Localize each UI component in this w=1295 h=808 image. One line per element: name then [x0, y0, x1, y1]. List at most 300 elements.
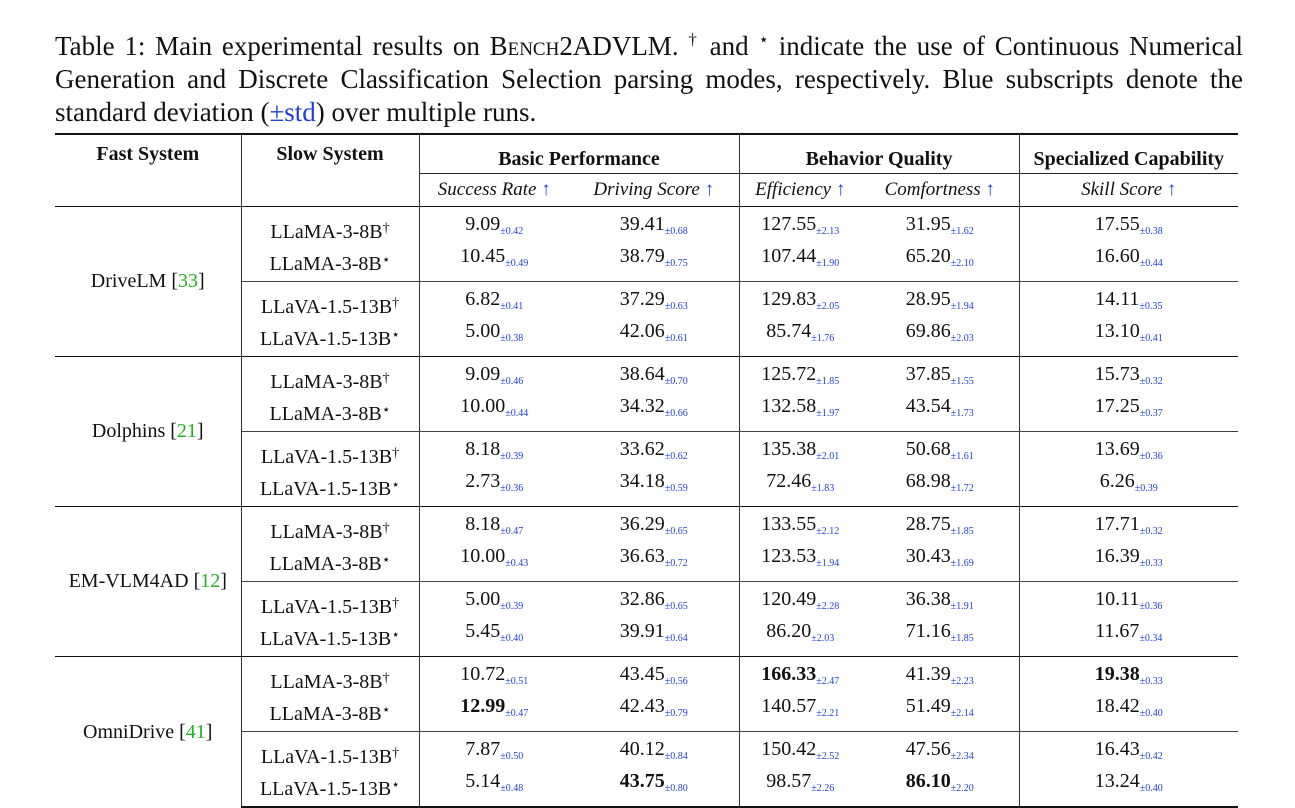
- metric-value: 10.72: [460, 663, 506, 685]
- std-subscript: ±0.84: [664, 751, 688, 762]
- slow-system-cell: [241, 582, 419, 620]
- metric-value: 40.12: [619, 738, 665, 760]
- metric-cell-sk: [1019, 394, 1238, 432]
- std-subscript: ±1.83: [811, 483, 835, 494]
- std-subscript: ±0.42: [1139, 751, 1163, 762]
- slow-system-name: LLaMA-3-8B: [270, 371, 383, 393]
- metric-cell-ef: [739, 544, 861, 582]
- std-subscript: ±0.36: [1139, 601, 1163, 612]
- caption-prefix: Table 1: Main experimental results on: [55, 31, 480, 61]
- metric-value: 86.10: [905, 770, 951, 792]
- metric-value: 98.57: [766, 770, 812, 792]
- std-subscript: ±0.44: [505, 408, 529, 419]
- citation-link[interactable]: 33: [178, 270, 199, 292]
- metric-value: 10.00: [460, 395, 506, 417]
- table-row: [55, 207, 1238, 245]
- header-driving-score: Driving Score ↑: [569, 174, 739, 207]
- std-subscript: ±0.56: [664, 676, 688, 687]
- parsing-mode-mark: †: [382, 521, 390, 536]
- metric-value: 38.79: [619, 245, 665, 267]
- metric-value: 36.29: [619, 513, 665, 535]
- metric-cell-sk: [1019, 319, 1238, 357]
- std-subscript: ±2.28: [816, 601, 840, 612]
- std-subscript: ±0.75: [664, 258, 688, 269]
- slow-system-name: LLaMA-3-8B: [269, 253, 382, 275]
- metric-value: 37.29: [619, 288, 665, 310]
- metric-value: 132.58: [761, 395, 817, 417]
- parsing-mode-mark: ⋆: [381, 253, 391, 268]
- metric-cell-ds: [569, 244, 739, 282]
- std-subscript: ±0.40: [1139, 783, 1163, 794]
- std-subscript: ±0.32: [1139, 376, 1163, 387]
- parsing-mode-mark: ⋆: [381, 403, 391, 418]
- slow-system-cell: [241, 319, 419, 357]
- metric-cell-co: [861, 582, 1019, 620]
- std-subscript: ±1.94: [950, 301, 974, 312]
- std-subscript: ±1.85: [950, 633, 974, 644]
- std-subscript: ±0.40: [500, 633, 524, 644]
- slow-system-name: LLaVA-1.5-13B: [259, 478, 392, 500]
- metric-value: 41.39: [905, 663, 951, 685]
- metric-cell-ef: [739, 582, 861, 620]
- metric-value: 12.99: [460, 695, 506, 717]
- std-subscript: ±0.38: [500, 333, 524, 344]
- std-subscript: ±2.03: [950, 333, 974, 344]
- metric-value: 6.26: [1099, 470, 1135, 492]
- slow-system-name: LLaVA-1.5-13B: [259, 628, 392, 650]
- metric-value: 43.54: [905, 395, 951, 417]
- metric-cell-ef: [739, 507, 861, 545]
- std-subscript: ±0.41: [500, 301, 524, 312]
- std-subscript: ±2.03: [811, 633, 835, 644]
- metric-cell-sr: [419, 432, 569, 470]
- metric-cell-ef: [739, 282, 861, 320]
- metric-cell-sr: [419, 507, 569, 545]
- std-subscript: ±0.36: [1139, 451, 1163, 462]
- metric-value: 18.42: [1094, 695, 1140, 717]
- metric-value: 2.73: [465, 470, 501, 492]
- slow-system-name: LLaMA-3-8B: [269, 703, 382, 725]
- fast-system-cell: Dolphins [21]: [55, 357, 241, 507]
- metric-cell-sk: [1019, 244, 1238, 282]
- metric-cell-sk: [1019, 207, 1238, 245]
- metric-value: 28.95: [905, 288, 951, 310]
- metric-cell-ds: [569, 207, 739, 245]
- metric-cell-co: [861, 694, 1019, 732]
- std-subscript: ±1.62: [950, 226, 974, 237]
- header-fast-system: Fast System: [55, 134, 241, 174]
- std-subscript: ±0.65: [664, 526, 688, 537]
- metric-cell-ds: [569, 319, 739, 357]
- metric-cell-ef: [739, 319, 861, 357]
- metric-value: 6.82: [465, 288, 501, 310]
- metric-value: 5.14: [465, 770, 501, 792]
- std-subscript: ±0.41: [1139, 333, 1163, 344]
- metric-value: 72.46: [766, 470, 812, 492]
- metric-cell-sr: [419, 544, 569, 582]
- std-subscript: ±0.47: [505, 708, 529, 719]
- metric-cell-sr: [419, 469, 569, 507]
- metric-cell-ef: [739, 394, 861, 432]
- std-subscript: ±2.26: [811, 783, 835, 794]
- metric-value: 123.53: [761, 545, 817, 567]
- slow-system-cell: [241, 394, 419, 432]
- header-basic-performance: Basic Performance: [419, 134, 739, 174]
- metric-value: 43.45: [619, 663, 665, 685]
- std-subscript: ±0.65: [664, 601, 688, 612]
- parsing-mode-mark: ⋆: [391, 628, 401, 643]
- slow-system-cell: [241, 657, 419, 695]
- metric-cell-sr: [419, 582, 569, 620]
- std-subscript: ±0.50: [500, 751, 524, 762]
- metric-value: 39.91: [619, 620, 665, 642]
- std-subscript: ±2.34: [950, 751, 974, 762]
- metric-cell-co: [861, 769, 1019, 807]
- metric-value: 17.55: [1094, 213, 1140, 235]
- std-subscript: ±0.43: [505, 558, 529, 569]
- metric-value: 39.41: [619, 213, 665, 235]
- std-subscript: ±0.79: [664, 708, 688, 719]
- fast-system-name: Dolphins: [91, 420, 166, 442]
- slow-system-name: LLaVA-1.5-13B: [260, 296, 393, 318]
- std-subscript: ±0.33: [1139, 676, 1163, 687]
- header-row-2: [55, 174, 1238, 207]
- metric-cell-co: [861, 432, 1019, 470]
- std-subscript: ±2.21: [816, 708, 840, 719]
- std-subscript: ±0.34: [1139, 633, 1163, 644]
- std-subscript: ±1.55: [950, 376, 974, 387]
- up-arrow-icon: ↑: [704, 179, 715, 200]
- std-subscript: ±1.91: [950, 601, 974, 612]
- slow-system-cell: [241, 469, 419, 507]
- fast-system-name: OmniDrive: [83, 720, 175, 743]
- slow-system-name: LLaVA-1.5-13B: [259, 778, 392, 800]
- header-efficiency: Efficiency ↑: [739, 174, 861, 207]
- metric-value: 50.68: [905, 438, 951, 460]
- header-comfortness: Comfortness ↑: [861, 174, 1019, 207]
- fast-system-name: DriveLM: [90, 270, 167, 292]
- citation-link[interactable]: 41: [185, 720, 206, 743]
- metric-cell-co: [861, 357, 1019, 395]
- metric-cell-ds: [569, 432, 739, 470]
- parsing-mode-mark: †: [382, 371, 390, 386]
- std-subscript: ±1.76: [811, 333, 835, 344]
- slow-system-name: LLaVA-1.5-13B: [260, 746, 393, 768]
- metric-value: 133.55: [761, 513, 817, 535]
- metric-cell-ds: [569, 694, 739, 732]
- metric-cell-ef: [739, 357, 861, 395]
- std-subscript: ±1.90: [816, 258, 840, 269]
- slow-system-cell: [241, 507, 419, 545]
- metric-cell-co: [861, 657, 1019, 695]
- std-subscript: ±0.32: [1139, 526, 1163, 537]
- metric-cell-co: [861, 207, 1019, 245]
- metric-value: 71.16: [905, 620, 951, 642]
- metric-cell-ef: [739, 244, 861, 282]
- table-caption: [55, 30, 1243, 129]
- slow-system-cell: [241, 432, 419, 470]
- metric-value: 13.10: [1094, 320, 1140, 342]
- up-arrow-icon: ↑: [985, 179, 995, 200]
- up-arrow-icon: ↑: [1166, 179, 1177, 200]
- metric-cell-ef: [739, 694, 861, 732]
- header-success-rate: Success Rate ↑: [419, 174, 569, 207]
- metric-value: 36.38: [905, 588, 951, 610]
- parsing-mode-mark: †: [382, 671, 390, 686]
- metric-cell-co: [861, 244, 1019, 282]
- metric-cell-ef: [739, 732, 861, 770]
- std-subscript: ±0.59: [664, 483, 688, 494]
- metric-value: 32.86: [619, 588, 665, 610]
- std-subscript: ±0.64: [664, 633, 688, 644]
- std-subscript: ±0.72: [664, 558, 688, 569]
- metric-cell-sk: [1019, 694, 1238, 732]
- metric-cell-co: [861, 619, 1019, 657]
- std-subscript: ±0.39: [500, 451, 524, 462]
- slow-system-cell: [241, 282, 419, 320]
- metric-cell-sr: [419, 244, 569, 282]
- metric-value: 120.49: [761, 588, 817, 610]
- metric-cell-sk: [1019, 732, 1238, 770]
- metric-cell-sk: [1019, 657, 1238, 695]
- header-slow-system: Slow System: [241, 134, 419, 174]
- star-mark: ⋆: [758, 30, 770, 49]
- std-subscript: ±1.85: [816, 376, 840, 387]
- table-row: [55, 507, 1238, 545]
- header-behavior-quality: Behavior Quality: [739, 134, 1019, 174]
- metric-cell-ds: [569, 469, 739, 507]
- metric-cell-ds: [569, 507, 739, 545]
- metric-cell-ds: [569, 544, 739, 582]
- metric-value: 15.73: [1094, 363, 1140, 385]
- metric-cell-sr: [419, 657, 569, 695]
- std-subscript: ±2.12: [816, 526, 840, 537]
- slow-system-name: LLaVA-1.5-13B: [260, 446, 393, 468]
- std-subscript: ±0.80: [664, 783, 688, 794]
- up-arrow-icon: ↑: [541, 179, 551, 200]
- std-subscript: ±2.47: [816, 676, 840, 687]
- metric-value: 69.86: [905, 320, 951, 342]
- slow-system-cell: [241, 244, 419, 282]
- metric-value: 166.33: [761, 663, 817, 685]
- metric-cell-ds: [569, 657, 739, 695]
- metric-cell-ds: [569, 357, 739, 395]
- citation-link[interactable]: 21: [176, 420, 197, 442]
- std-subscript: ±1.72: [950, 483, 974, 494]
- metric-cell-ef: [739, 207, 861, 245]
- std-subscript: ±0.63: [664, 301, 688, 312]
- std-subscript: ±0.39: [500, 601, 524, 612]
- parsing-mode-mark: ⋆: [381, 553, 391, 568]
- metric-cell-ef: [739, 769, 861, 807]
- metric-value: 34.18: [619, 470, 665, 492]
- metric-cell-sk: [1019, 619, 1238, 657]
- std-subscript: ±1.97: [816, 408, 840, 419]
- slow-system-cell: [241, 769, 419, 807]
- std-subscript: ±0.68: [664, 226, 688, 237]
- table-body: [55, 207, 1238, 808]
- std-subscript: ±0.70: [664, 376, 688, 387]
- std-subscript: ±0.39: [1134, 483, 1158, 494]
- caption-part2: and: [709, 31, 749, 61]
- metric-value: 86.20: [766, 620, 812, 642]
- metric-cell-sr: [419, 769, 569, 807]
- metric-cell-sk: [1019, 769, 1238, 807]
- metric-cell-ds: [569, 619, 739, 657]
- metric-value: 36.63: [619, 545, 665, 567]
- std-subscript: ±1.69: [950, 558, 974, 569]
- slow-system-name: LLaMA-3-8B: [269, 553, 382, 575]
- metric-cell-co: [861, 282, 1019, 320]
- header-specialized-capability: Specialized Capability: [1019, 134, 1238, 174]
- metric-value: 140.57: [761, 695, 817, 717]
- metric-cell-ds: [569, 582, 739, 620]
- metric-cell-sk: [1019, 507, 1238, 545]
- metric-value: 13.69: [1094, 438, 1140, 460]
- parsing-mode-mark: †: [392, 746, 400, 761]
- parsing-mode-mark: ⋆: [391, 778, 401, 793]
- citation-link[interactable]: 12: [200, 570, 221, 592]
- std-subscript: ±0.66: [664, 408, 688, 419]
- parsing-mode-mark: †: [382, 221, 390, 236]
- metric-value: 34.32: [619, 395, 665, 417]
- parsing-mode-mark: ⋆: [391, 478, 401, 493]
- slow-system-cell: [241, 544, 419, 582]
- parsing-mode-mark: ⋆: [391, 328, 401, 343]
- std-subscript: ±2.23: [950, 676, 974, 687]
- slow-system-cell: [241, 207, 419, 245]
- std-subscript: ±1.85: [950, 526, 974, 537]
- metric-cell-ds: [569, 769, 739, 807]
- metric-cell-sk: [1019, 469, 1238, 507]
- metric-cell-co: [861, 732, 1019, 770]
- metric-cell-co: [861, 319, 1019, 357]
- metric-value: 10.00: [460, 545, 506, 567]
- metric-cell-sr: [419, 619, 569, 657]
- metric-cell-sr: [419, 319, 569, 357]
- metric-value: 16.60: [1094, 245, 1140, 267]
- metric-value: 9.09: [465, 213, 501, 235]
- std-subscript: ±2.52: [816, 751, 840, 762]
- std-subscript: ±2.13: [816, 226, 840, 237]
- metric-value: 127.55: [761, 213, 817, 235]
- metric-cell-sr: [419, 282, 569, 320]
- caption-part4: ) over multiple runs.: [315, 97, 537, 127]
- metric-value: 17.71: [1094, 513, 1140, 535]
- std-subscript: ±0.51: [505, 676, 529, 687]
- metric-cell-sk: [1019, 432, 1238, 470]
- std-subscript: ±0.42: [500, 226, 524, 237]
- metric-value: 9.09: [465, 363, 501, 385]
- slow-system-cell: [241, 732, 419, 770]
- std-subscript: ±0.38: [1139, 226, 1163, 237]
- metric-value: 17.25: [1094, 395, 1140, 417]
- std-subscript: ±0.47: [500, 526, 524, 537]
- metric-value: 16.43: [1094, 738, 1140, 760]
- metric-value: 5.45: [465, 620, 501, 642]
- table-row: [55, 657, 1238, 695]
- metric-cell-ef: [739, 657, 861, 695]
- slow-system-name: LLaMA-3-8B: [270, 671, 383, 693]
- std-subscript: ±0.49: [505, 258, 529, 269]
- metric-cell-co: [861, 544, 1019, 582]
- metric-cell-sr: [419, 207, 569, 245]
- metric-value: 150.42: [761, 738, 817, 760]
- metric-cell-sr: [419, 357, 569, 395]
- metric-cell-ds: [569, 732, 739, 770]
- table-row: [55, 357, 1238, 395]
- std-subscript: ±1.94: [816, 558, 840, 569]
- metric-value: 85.74: [766, 320, 812, 342]
- fast-system-cell: DriveLM [33]: [55, 207, 241, 357]
- metric-value: 8.18: [465, 513, 501, 535]
- benchmark-name: Bench2ADVLM: [489, 31, 672, 61]
- metric-cell-ds: [569, 394, 739, 432]
- std-subscript: ±2.14: [950, 708, 974, 719]
- caption-part3: indicate the use of Continuous Numerical Generation and Discrete Classification Selection parsing modes, respectively. Blue subscripts denote the standard deviation (: [55, 31, 1244, 127]
- metric-value: 33.62: [619, 438, 665, 460]
- std-subscript: ±2.05: [816, 301, 840, 312]
- metric-value: 51.49: [905, 695, 951, 717]
- std-subscript: ±0.61: [664, 333, 688, 344]
- metric-value: 107.44: [761, 245, 817, 267]
- metric-value: 135.38: [761, 438, 817, 460]
- parsing-mode-mark: †: [392, 446, 400, 461]
- metric-cell-sr: [419, 394, 569, 432]
- std-link[interactable]: ±std: [269, 97, 316, 127]
- up-arrow-icon: ↑: [835, 179, 846, 200]
- std-subscript: ±0.36: [500, 483, 524, 494]
- metric-value: 13.24: [1094, 770, 1140, 792]
- slow-system-cell: [241, 357, 419, 395]
- header-skill-score: Skill Score ↑: [1019, 174, 1238, 207]
- parsing-mode-mark: †: [392, 296, 400, 311]
- metric-value: 11.67: [1095, 620, 1140, 642]
- std-subscript: ±0.33: [1139, 558, 1163, 569]
- fast-system-cell: EM-VLM4AD [12]: [55, 507, 241, 657]
- metric-cell-sk: [1019, 544, 1238, 582]
- slow-system-name: LLaVA-1.5-13B: [260, 596, 393, 618]
- metric-cell-co: [861, 507, 1019, 545]
- metric-cell-ef: [739, 469, 861, 507]
- dagger-mark: †: [688, 30, 700, 49]
- std-subscript: ±0.46: [500, 376, 524, 387]
- metric-cell-co: [861, 394, 1019, 432]
- metric-value: 28.75: [905, 513, 951, 535]
- metric-value: 125.72: [761, 363, 817, 385]
- metric-value: 42.06: [619, 320, 665, 342]
- metric-cell-ef: [739, 619, 861, 657]
- metric-value: 7.87: [465, 738, 501, 760]
- slow-system-name: LLaMA-3-8B: [269, 403, 382, 425]
- metric-value: 16.39: [1094, 545, 1140, 567]
- results-table: [55, 133, 1238, 808]
- std-subscript: ±0.62: [664, 451, 688, 462]
- slow-system-name: LLaMA-3-8B: [270, 221, 383, 243]
- metric-value: 47.56: [905, 738, 951, 760]
- metric-value: 68.98: [905, 470, 951, 492]
- metric-value: 42.43: [619, 695, 665, 717]
- std-subscript: ±2.01: [816, 451, 840, 462]
- parsing-mode-mark: ⋆: [381, 703, 391, 718]
- fast-system-name: EM-VLM4AD: [68, 570, 189, 592]
- parsing-mode-mark: †: [392, 596, 400, 611]
- metric-cell-sk: [1019, 357, 1238, 395]
- slow-system-name: LLaVA-1.5-13B: [259, 328, 392, 350]
- slow-system-cell: [241, 619, 419, 657]
- metric-value: 5.00: [465, 320, 501, 342]
- metric-value: 8.18: [465, 438, 501, 460]
